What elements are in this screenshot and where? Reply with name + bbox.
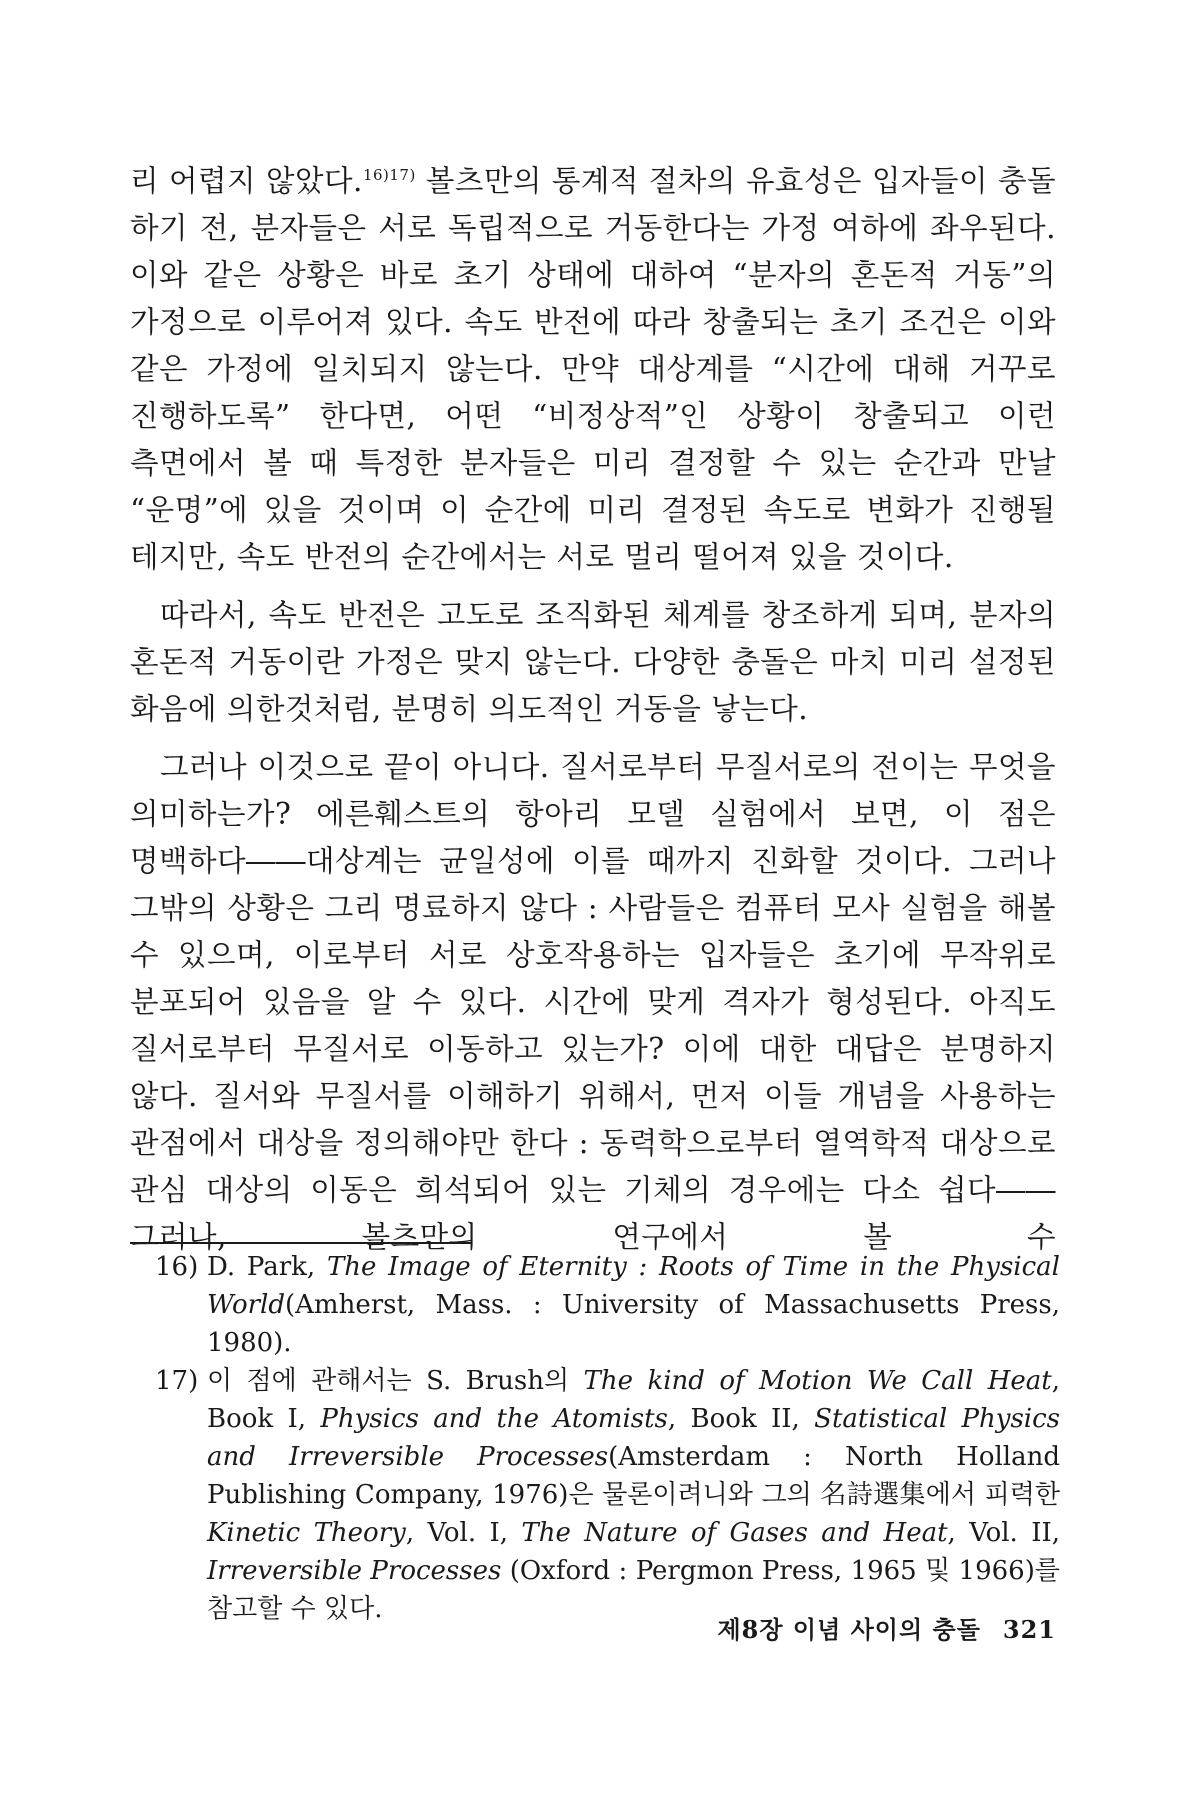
footnote-17-text-5: , Vol. II,: [947, 1518, 1060, 1548]
footnote-16-number: 16): [155, 1252, 199, 1282]
footnote-16: [155, 1248, 1060, 1362]
footnote-17-text-4: , Vol. I,: [405, 1518, 522, 1548]
footnote-16-author: D. Park,: [207, 1252, 327, 1282]
footnote-reference-16-17[interactable]: 16)17): [362, 166, 416, 185]
footnote-17-title-1: The kind of Motion We Call Heat: [583, 1366, 1052, 1396]
footnote-17-title-5: The Nature of Gases and Heat: [521, 1518, 948, 1548]
footnotes: [155, 1248, 1060, 1628]
footnote-17-title-6: Irreversible Processes: [207, 1556, 502, 1586]
footnote-separator: [130, 1242, 472, 1244]
footnote-17-intro: 이 점에 관해서는 S. Brush의: [207, 1366, 584, 1396]
footnote-17-title-4: Kinetic Theory: [207, 1518, 406, 1548]
paragraph-2: 따라서, 속도 반전은 고도로 조직화된 체계를 창조하게 되며, 분자의 혼돈적 거동이란 가정은 맞지 않는다. 다양한 충돌은 마치 미리 설정된 화음에 의한것처럼, 분명히 의도적인 거동을 낳는다.: [130, 598, 1056, 726]
footnote-17-text-2: , Book II,: [667, 1404, 815, 1434]
running-footer: [706, 1610, 1056, 1645]
paragraph-1-rest: 볼츠만의 통계적 절차의 유효성은 입자들이 충돌 하기 전, 분자들은 서로 독립적으로 거동한다는 가정 여하에 좌우된다. 이와 같은 상황은 바로 초기 상태에 대하여 “분자의 혼돈적 거동”의 가정으로 이루어져 있다. 속도 반전에 따라 창출되는 초기 조건은 이와 같은 가정에 일치되지 않는다. 만약 대상계를 “시간에 대해 거꾸로 진행하도록” 한다면, 어떤 “비정상적”인 상황이 창출되고 이런 측면에서 볼 때 특정한 분자들은 미리 결정할 수 있는 순간과 만날 “운명”에 있을 것이며 이 순간에 미리 결정된 속도로 변화가 진행될 테지만, 속도 반전의 순간에서는 서로 멀리 떨어져 있을 것이다.: [130, 164, 1056, 574]
page-number: 321: [1002, 1615, 1056, 1644]
footnote-17-text-1: , Book I,: [207, 1366, 1060, 1434]
main-text: [130, 158, 1056, 1261]
chapter-title: 제8장 이념 사이의 충돌: [717, 1615, 981, 1644]
paragraph-1: [130, 158, 1056, 581]
footnote-17-number: 17): [155, 1366, 199, 1396]
footnote-17-title-2: Physics and the Atomists: [320, 1404, 668, 1434]
footnote-17-tail: (Oxford : Pergmon Press, 1965 및 1966)를 참고할 수 있다.: [207, 1556, 1060, 1624]
paragraph-3: 그러나 이것으로 끝이 아니다. 질서로부터 무질서로의 전이는 무엇을 의미하는가? 에른훼스트의 항아리 모델 실험에서 보면, 이 점은 명백하다――대상계는 균일성에 이를 때까지 진화할 것이다. 그러나 그밖의 상황은 그리 명료하지 않다 : 사람들은 컴퓨터 모사 실험을 해볼 수 있으며, 이로부터 서로 상호작용하는 입자들은 초기에 무작위로 분포되어 있음을 알 수 있다. 시간에 맞게 격자가 형성된다. 아직도 질서로부터 무질서로 이동하고 있는가? 이에 대한 대답은 분명하지 않다. 질서와 무질서를 이해하기 위해서, 먼저 이들 개념을 사용하는 관점에서 대상을 정의해야만 한다 : 동력학으로부터 열역학적 대상으로 관심 대상의 이동은 희석되어 있는 기체의 경우에는 다소 쉽다――그러나, 볼츠만의 연구에서 볼 수: [130, 750, 1056, 1254]
footnote-16-publisher: (Amherst, Mass. : University of Massachusetts Press, 1980).: [207, 1290, 1060, 1358]
paragraph-1-start: 리 어렵지 않았다.: [130, 164, 363, 198]
footnote-16-title: The Image of Eternity : Roots of Time in the Physical World: [207, 1252, 1060, 1320]
footnote-17-title-3: Statistical Physics and Irreversible Processes: [207, 1404, 1061, 1472]
footnote-17-text-3: (Amsterdam : North Holland Publishing Company, 1976)은 물론이려니와 그의 名詩選集에서 피력한: [207, 1442, 1060, 1510]
footnote-17: [155, 1362, 1060, 1628]
